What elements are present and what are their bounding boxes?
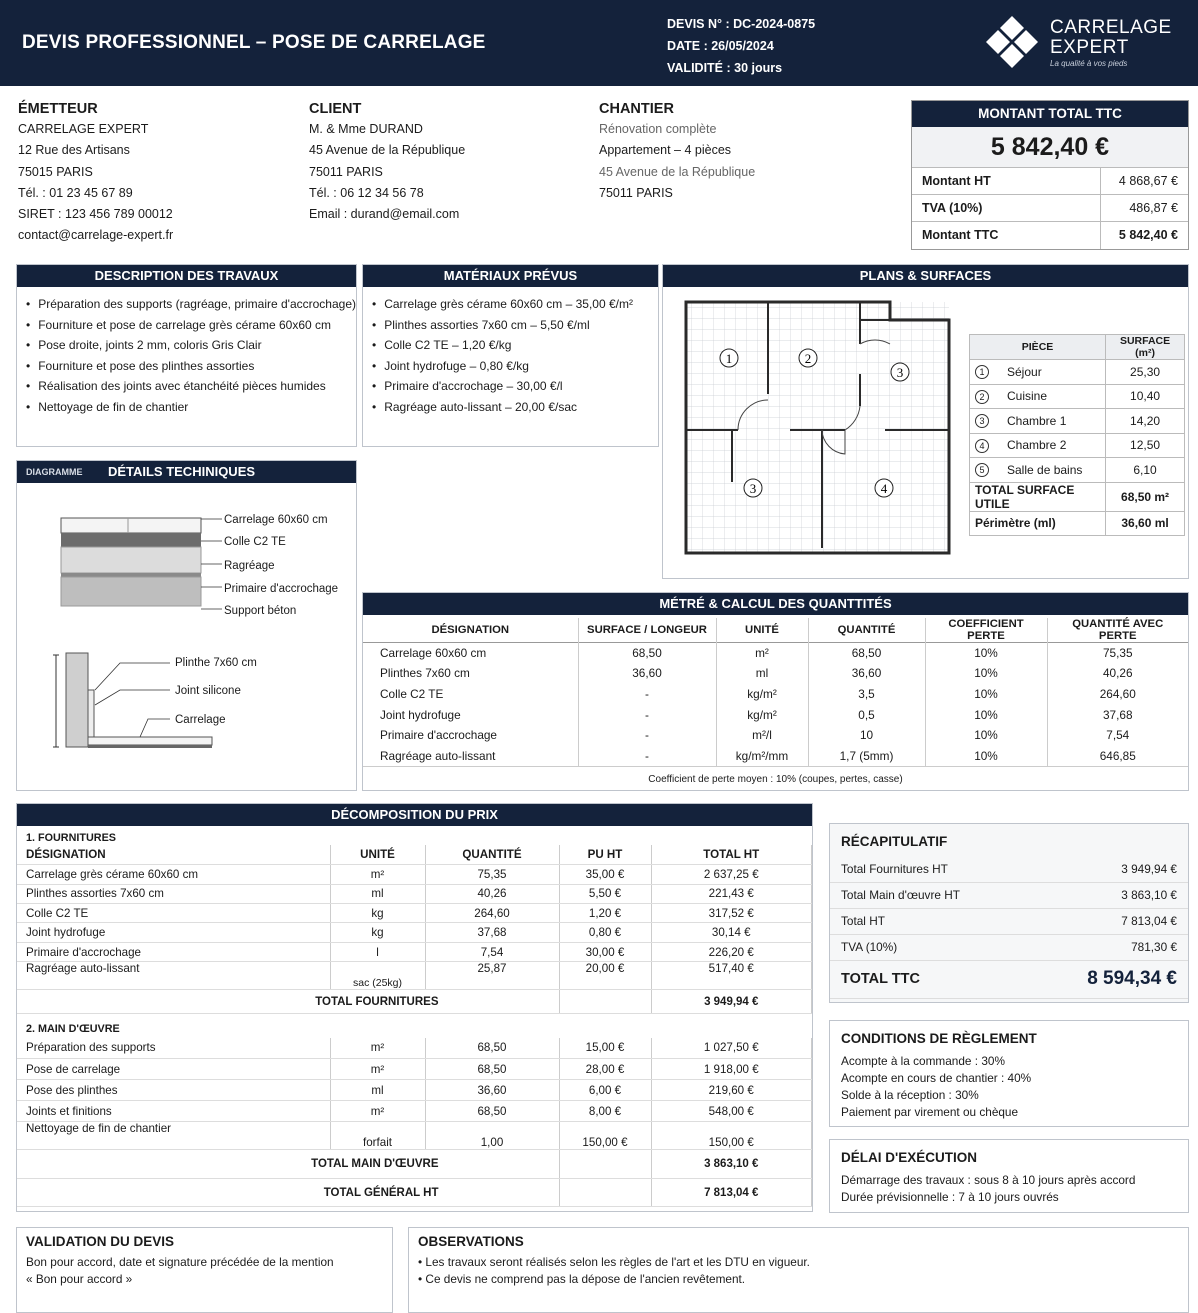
prix-main-4-4: 150,00 € (651, 1122, 812, 1150)
metre-rows-2-1: - (578, 684, 716, 705)
metre-rows-3-0: Joint hydrofuge (363, 704, 578, 725)
metre-rows-5-0: Ragréage auto-lissant (363, 745, 578, 766)
details-layers-1: Colle C2 TE (224, 536, 286, 548)
prix-fournitures-2-4: 317,52 € (651, 904, 812, 923)
conditions-lines-3: Paiement par virement ou chèque (841, 1105, 1019, 1119)
metre-table (363, 618, 1188, 767)
prix-main-1-4: 1 918,00 € (651, 1059, 812, 1080)
table-row (830, 856, 1188, 882)
metre-rows-4-5: 7,54 (1106, 728, 1130, 743)
montant-rows-2-1: 5 842,40 € (1100, 222, 1188, 249)
layer-labels (224, 514, 338, 617)
table-row (17, 904, 812, 923)
recap-rows-1-1: 3 863,10 € (1030, 882, 1188, 908)
table-row (970, 433, 1185, 458)
prix-main-1-2: 68,50 (425, 1059, 559, 1080)
recap-ttc-label: TOTAL TTC (830, 960, 1030, 998)
technical-diagram (50, 505, 350, 775)
chantier-block (599, 100, 755, 204)
list-item: • Préparation des supports (ragréage, primaire d'accrochage) (26, 294, 356, 315)
table-row (970, 409, 1185, 434)
metre-rows-5-1: - (578, 745, 716, 766)
plans-room-labels-3: 3 (749, 481, 757, 496)
description-title: DESCRIPTION DES TRAVAUX (17, 265, 356, 287)
client-lines-3: Tél. : 06 12 34 56 78 (309, 185, 424, 200)
delai-lines-1: Durée prévisionnelle : 7 à 10 jours ouvrés (841, 1190, 1059, 1204)
metre-rows-5-3: 1,7 (5mm) (808, 745, 925, 766)
table-row (17, 962, 812, 990)
plans-rows-3-0: 4 (975, 439, 989, 453)
table-row (17, 923, 812, 942)
metre-rows-2-5: 264,60 (1099, 686, 1136, 701)
prix-fournitures-1-1: ml (330, 884, 425, 903)
metre-rows-0-0: Carrelage 60x60 cm (363, 643, 578, 664)
plans-rows-1-0: 2 (975, 390, 989, 404)
details-layers-3: Primaire d'accrochage (224, 583, 339, 595)
recap-rows-3-0: TVA (10%) (830, 934, 1030, 960)
list-item: • Nettoyage de fin de chantier (26, 397, 356, 418)
table-row (17, 1122, 812, 1150)
prix-head-4: TOTAL HT (651, 845, 812, 864)
recap-rows-1-0: Total Main d'œuvre HT (830, 882, 1030, 908)
chantier-lines-2: 45 Avenue de la République (599, 164, 756, 179)
plans-rows-0-0: 1 (975, 365, 989, 379)
prix-fournitures-5-1: sac (25kg) (330, 962, 425, 990)
metre-rows-3-3: 0,5 (808, 704, 925, 725)
list-item: • Plinthes assorties 7x60 cm – 5,50 €/ml (372, 315, 658, 336)
metre-rows-1-3: 36,60 (808, 663, 925, 684)
prix-main-3-0: Joints et finitions (17, 1101, 330, 1122)
plans-rows-3-1: Chambre 2 (1002, 433, 1106, 458)
materiaux-panel (362, 264, 659, 447)
metre-rows-4-1: - (578, 725, 716, 746)
conditions-lines-0: Acompte à la commande : 30% (841, 1054, 1005, 1068)
table-row (17, 942, 812, 961)
total-ttc-box (911, 100, 1189, 250)
metre-rows-5-2: kg/m²/mm (716, 745, 808, 766)
details-title: DÉTAILS TECHINIQUES (107, 464, 256, 479)
prix-main-2-3: 6,00 € (559, 1080, 651, 1101)
prix-sec2: 2. MAIN D'ŒUVRE (26, 1022, 120, 1035)
prix-main-3-1: m² (330, 1101, 425, 1122)
delai-lines-0: Démarrage des travaux : sous 8 à 10 jours après accord (841, 1173, 1136, 1187)
details-badge: DIAGRAMME (26, 467, 83, 477)
prix-main-2-0: Pose des plinthes (17, 1080, 330, 1101)
emetteur-lines-0: CARRELAGE EXPERT (18, 122, 149, 136)
list-item: • Fourniture et pose de carrelage grès cérame 60x60 cm (26, 315, 356, 336)
recap-ttc-value: 8 594,34 € (1030, 960, 1188, 998)
materiaux-list (363, 287, 658, 418)
prix-main-1-1: m² (330, 1059, 425, 1080)
plans-room-labels-1: 2 (804, 351, 812, 366)
validation-lines-1: « Bon pour accord » (26, 1272, 133, 1286)
plans-rows-1-1: Cuisine (1002, 384, 1106, 409)
quote-date: DATE : 26/05/2024 (667, 39, 774, 53)
chantier-lines-1: Appartement – 4 pièces (599, 143, 732, 158)
logo-name (1050, 18, 1172, 58)
total-ttc-value: 5 842,40 € (990, 133, 1110, 161)
prix-sec1: 1. FOURNITURES (26, 831, 116, 844)
prix-main-0-4: 1 027,50 € (651, 1038, 812, 1059)
validation-lines-0: Bon pour accord, date et signature précédée de la mention (26, 1255, 334, 1269)
client-lines-1: 45 Avenue de la République (309, 143, 466, 158)
montant-rows-0-1: 4 868,67 € (1100, 168, 1188, 195)
emetteur-lines-3: Tél. : 01 23 45 67 89 (18, 185, 133, 200)
list-item: • Carrelage grès cérame 60x60 cm – 35,00 €/m² (372, 294, 658, 315)
observations-box: OBSERVATIONS • Les travaux seront réalisés selon les règles de l'art et les DTU en vigueur. • Ce devis ne comprend pas la dépose de l'ancien revêtement. (408, 1227, 1189, 1313)
metre-rows-4-4: 10% (925, 725, 1047, 746)
plans-title: PLANS & SURFACES (663, 265, 1188, 287)
observations-lines-0: Les travaux seront réalisés selon les règles de l'art et les DTU en vigueur. (425, 1255, 810, 1269)
prix-head-1: UNITÉ (330, 845, 425, 864)
prix-main-2-1: ml (330, 1080, 425, 1101)
table-row (830, 908, 1188, 934)
details-plinthe-2: Carrelage (175, 714, 226, 726)
table-row (970, 384, 1185, 409)
prix-fournitures-5-4: 517,40 € (651, 962, 812, 990)
header-logo-name-2: EXPERT (1050, 37, 1129, 58)
plans-perim-label: Périmètre (ml) (970, 511, 1106, 536)
recap-box (829, 823, 1189, 1003)
materiaux-title: MATÉRIAUX PRÉVUS (363, 265, 658, 287)
metre-head-0: DÉSIGNATION (363, 618, 578, 643)
prix-main-0-0: Préparation des supports (17, 1038, 330, 1059)
montant-rows-2-0: Montant TTC (912, 222, 1100, 249)
prix-fournitures-3-3: 0,80 € (559, 923, 651, 942)
plans-table-head-1: SURFACE (m²) (1106, 335, 1185, 360)
prix-fournitures-4-3: 30,00 € (559, 942, 651, 961)
validation-title: VALIDATION DU DEVIS (26, 1234, 175, 1249)
details-header (17, 461, 356, 483)
metre-note: Coefficient de perte moyen : 10% (coupes, pertes, casse) (648, 773, 903, 785)
prix-fournitures-2-0: Colle C2 TE (17, 904, 330, 923)
list-item: • Ragréage auto-lissant – 20,00 €/sac (372, 397, 658, 418)
plans-rows-4-2: 6,10 (1106, 458, 1185, 483)
table-row (363, 704, 1188, 725)
montant-rows-1-1: 486,87 € (1100, 195, 1188, 222)
prix-fournitures-2-1: kg (330, 904, 425, 923)
table-row (830, 934, 1188, 960)
client-lines-2: 75011 PARIS (309, 164, 383, 179)
prix-fournitures-2-3: 1,20 € (559, 904, 651, 923)
metre-rows-3-4: 10% (925, 704, 1047, 725)
prix-fournitures-0-0: Carrelage grès cérame 60x60 cm (17, 865, 330, 884)
client-block (309, 100, 465, 225)
metre-rows-1-5: 40,26 (1102, 666, 1133, 681)
prix-fournitures-1-2: 40,26 (425, 884, 559, 903)
montant-rows-1-0: TVA (10%) (912, 195, 1100, 222)
list-item: • Primaire d'accrochage – 30,00 €/l (372, 376, 658, 397)
floor-plan (680, 296, 955, 558)
prix-main-0-3: 15,00 € (559, 1038, 651, 1059)
recap-rows-0-1: 3 949,94 € (1030, 856, 1188, 882)
quote-meta (667, 13, 815, 79)
prix-main-3-2: 68,50 (425, 1101, 559, 1122)
prix-fournitures-0-1: m² (330, 865, 425, 884)
prix-main-4-0: Nettoyage de fin de chantier (17, 1122, 330, 1150)
diamond-logo-icon (983, 14, 1041, 72)
prix-fournitures-0-2: 75,35 (425, 865, 559, 884)
details-layers-4: Support béton (224, 605, 297, 617)
prix-fournitures-1-3: 5,50 € (559, 884, 651, 903)
plans-rows-2-1: Chambre 1 (1002, 409, 1106, 434)
observations-lines-1: Ce devis ne comprend pas la dépose de l'ancien revêtement. (425, 1272, 746, 1286)
prix-main-3-3: 8,00 € (559, 1101, 651, 1122)
plans-rows-3-2: 12,50 (1106, 433, 1185, 458)
recap-table (830, 856, 1188, 999)
plans-room-labels-4: 4 (880, 481, 888, 496)
plans-table-head-0: PIÈCE (970, 335, 1106, 360)
emetteur-lines-5: contact@carrelage-expert.fr (18, 228, 174, 243)
metre-head-5: QUANTITÉ AVEC PERTE (1072, 618, 1164, 642)
prix-main-1-0: Pose de carrelage (17, 1059, 330, 1080)
table-row (970, 360, 1185, 385)
prix-main-3-4: 548,00 € (651, 1101, 812, 1122)
prix-main-2-2: 36,60 (425, 1080, 559, 1101)
list-item: • Réalisation des joints avec étanchéité pièces humides (26, 376, 356, 397)
prix-head-3: PU HT (559, 845, 651, 864)
metre-rows-1-1: 36,60 (578, 663, 716, 684)
conditions-title: CONDITIONS DE RÈGLEMENT (841, 1031, 1037, 1046)
prix-fournitures-0-4: 2 637,25 € (651, 865, 812, 884)
metre-rows-1-2: ml (716, 663, 808, 684)
table-row (970, 458, 1185, 483)
prix-fournitures-4-4: 226,20 € (651, 942, 812, 961)
details-layers-2: Ragréage (224, 560, 275, 572)
delai-box (829, 1139, 1189, 1213)
conditions-box (829, 1020, 1189, 1127)
prix-fournitures-5-3: 20,00 € (559, 962, 651, 990)
table-row (17, 865, 812, 884)
prix-main-0-1: m² (330, 1038, 425, 1059)
prix-main-4-1: forfait (330, 1122, 425, 1150)
logo-tagline: La qualité à vos pieds (1050, 59, 1128, 68)
description-panel (16, 264, 357, 447)
chantier-lines-0: Rénovation complète (599, 122, 717, 136)
delai-title: DÉLAI D'EXÉCUTION (841, 1150, 977, 1165)
recap-rows-0-0: Total Fournitures HT (830, 856, 1030, 882)
observations-title: OBSERVATIONS (418, 1234, 524, 1249)
metre-head-4: COEFFICIENT PERTE (925, 618, 1047, 643)
prix-fournitures-4-0: Primaire d'accrochage (17, 942, 330, 961)
table-row (830, 882, 1188, 908)
conditions-lines-2: Solde à la réception : 30% (841, 1088, 979, 1102)
prix-tot-fourn-label: TOTAL FOURNITURES (17, 990, 559, 1014)
prix-fournitures-3-4: 30,14 € (651, 923, 812, 942)
surface-table (969, 334, 1185, 536)
company-logo (983, 14, 1172, 74)
table-row (363, 684, 1188, 705)
plans-rows-4-1: Salle de bains (1002, 458, 1106, 483)
metre-head-1: SURFACE / LONGEUR (578, 618, 716, 643)
quote-number: DEVIS N° : DC-2024-0875 (667, 17, 816, 31)
metre-rows-5-4: 10% (925, 745, 1047, 766)
table-row (363, 663, 1188, 684)
table-row (17, 1059, 812, 1080)
prix-main-1-3: 28,00 € (559, 1059, 651, 1080)
metre-head-3: QUANTITÉ (808, 618, 925, 643)
prix-fournitures-3-0: Joint hydrofuge (17, 923, 330, 942)
metre-rows-3-2: kg/m² (716, 704, 808, 725)
total-ttc-title: MONTANT TOTAL TTC (912, 101, 1188, 127)
table-row (363, 745, 1188, 766)
prix-fournitures-4-1: l (330, 942, 425, 961)
metre-rows-0-4: 10% (925, 643, 1047, 664)
montant-rows-0-0: Montant HT (912, 168, 1100, 195)
list-item: • Pose droite, joints 2 mm, coloris Gris Clair (26, 335, 356, 356)
prix-fournitures-5-2: 25,87 (425, 962, 559, 990)
prix-fournitures-3-1: kg (330, 923, 425, 942)
metre-rows-1-0: Plinthes 7x60 cm (363, 663, 578, 684)
prix-fournitures-5-0: Ragréage auto-lissant (17, 962, 330, 990)
list-item: • Joint hydrofuge – 0,80 €/kg (372, 356, 658, 377)
table-row (17, 1038, 812, 1059)
metre-rows-1-4: 10% (925, 663, 1047, 684)
quote-validity: VALIDITÉ : 30 jours (667, 61, 783, 75)
table-row (17, 884, 812, 903)
prix-main-0-2: 68,50 (425, 1038, 559, 1059)
plans-rows-1-2: 10,40 (1106, 384, 1185, 409)
metre-rows-0-1: 68,50 (578, 643, 716, 664)
prix-fournitures-1-4: 221,43 € (651, 884, 812, 903)
list-item: • Colle C2 TE – 1,20 €/kg (372, 335, 658, 356)
metre-head-2: UNITÉ (716, 618, 808, 643)
prix-fournitures-1-0: Plinthes assorties 7x60 cm (17, 884, 330, 903)
chantier-title: CHANTIER (599, 101, 674, 117)
table-row (17, 1080, 812, 1101)
header-bar (0, 0, 1198, 86)
plans-rows-0-1: Séjour (1002, 360, 1106, 385)
prix-table (17, 826, 812, 1207)
table-row (363, 643, 1188, 664)
emetteur-lines-4: SIRET : 123 456 789 00012 (18, 207, 173, 222)
emetteur-title: ÉMETTEUR (18, 101, 98, 117)
details-plinthe-1: Joint silicone (175, 685, 241, 697)
prix-main-4-3: 150,00 € (559, 1122, 651, 1150)
metre-rows-4-0: Primaire d'accrochage (363, 725, 578, 746)
plans-rows-2-2: 14,20 (1106, 409, 1185, 434)
client-title: CLIENT (309, 101, 362, 117)
prix-fournitures-0-3: 35,00 € (559, 865, 651, 884)
prix-fournitures-2-2: 264,60 (425, 904, 559, 923)
metre-rows-2-0: Colle C2 TE (363, 684, 578, 705)
metre-rows-4-2: m²/l (716, 725, 808, 746)
metre-rows-3-1: - (578, 704, 716, 725)
recap-rows-2-1: 7 813,04 € (1030, 908, 1188, 934)
metre-rows-4-3: 10 (808, 725, 925, 746)
prix-tot-main: 3 863,10 € (651, 1150, 812, 1179)
prix-panel (16, 803, 813, 1212)
client-lines-4: Email : durand@email.com (309, 207, 460, 222)
metre-title: MÉTRÉ & CALCUL DES QUANTTITÉS (363, 593, 1188, 615)
plans-rows-4-0: 5 (975, 463, 989, 477)
chantier-lines-3: 75011 PARIS (599, 185, 673, 200)
metre-rows-0-3: 68,50 (808, 643, 925, 664)
prix-title: DÉCOMPOSITION DU PRIX (17, 804, 812, 826)
document-title: DEVIS PROFESSIONNEL – POSE DE CARRELAGE (22, 32, 486, 53)
plans-rows-2-0: 3 (975, 414, 989, 428)
details-plinthe-0: Plinthe 7x60 cm (175, 657, 257, 669)
recap-title: RÉCAPITULATIF (841, 834, 948, 849)
validation-box (16, 1227, 393, 1313)
table-row (17, 1101, 812, 1122)
metre-panel (362, 592, 1189, 791)
prix-head-0: DÉSIGNATION (17, 845, 330, 864)
emetteur-lines-1: 12 Rue des Artisans (18, 143, 130, 158)
list-item: • Fourniture et pose des plinthes assorties (26, 356, 356, 377)
metre-rows-2-3: 3,5 (808, 684, 925, 705)
recap-rows-3-1: 781,30 € (1030, 934, 1188, 960)
plans-total-label: TOTAL SURFACE UTILE (970, 482, 1106, 511)
prix-tot-main-label: TOTAL MAIN D'ŒUVRE (17, 1150, 559, 1179)
description-list (17, 287, 356, 418)
details-layers-0: Carrelage 60x60 cm (224, 514, 328, 526)
metre-rows-3-5: 37,68 (1102, 707, 1133, 722)
metre-rows-0-5: 75,35 (1102, 646, 1133, 661)
emetteur-block (18, 100, 173, 247)
prix-tot-gen-label: TOTAL GÉNÉRAL HT (17, 1179, 559, 1207)
prix-main-4-2: 1,00 (425, 1122, 559, 1150)
prix-head-2: QUANTITÉ (425, 845, 559, 864)
plans-room-labels-2: 3 (896, 365, 904, 380)
plans-perim-value: 36,60 ml (1106, 511, 1185, 536)
table-row (363, 725, 1188, 746)
metre-rows-2-4: 10% (925, 684, 1047, 705)
metre-rows-5-5: 646,85 (1099, 748, 1136, 763)
prix-fournitures-4-2: 7,54 (425, 942, 559, 961)
conditions-lines-1: Acompte en cours de chantier : 40% (841, 1071, 1032, 1085)
prix-tot-gen: 7 813,04 € (651, 1179, 812, 1207)
plans-rows-0-2: 25,30 (1106, 360, 1185, 385)
prix-tot-fourn: 3 949,94 € (651, 990, 812, 1014)
prix-fournitures-3-2: 37,68 (425, 923, 559, 942)
emetteur-lines-2: 75015 PARIS (18, 164, 93, 179)
header-logo-name-1: CARRELAGE (1050, 17, 1172, 38)
amount-table (912, 167, 1188, 249)
recap-rows-2-0: Total HT (830, 908, 1030, 934)
metre-rows-2-2: kg/m² (716, 684, 808, 705)
plans-room-labels-0: 1 (725, 351, 733, 366)
plinthe-labels (175, 657, 257, 726)
prix-main-2-4: 219,60 € (651, 1080, 812, 1101)
metre-rows-0-2: m² (716, 643, 808, 664)
plans-total-value: 68,50 m² (1106, 482, 1185, 511)
client-lines-0: M. & Mme DURAND (309, 122, 423, 136)
